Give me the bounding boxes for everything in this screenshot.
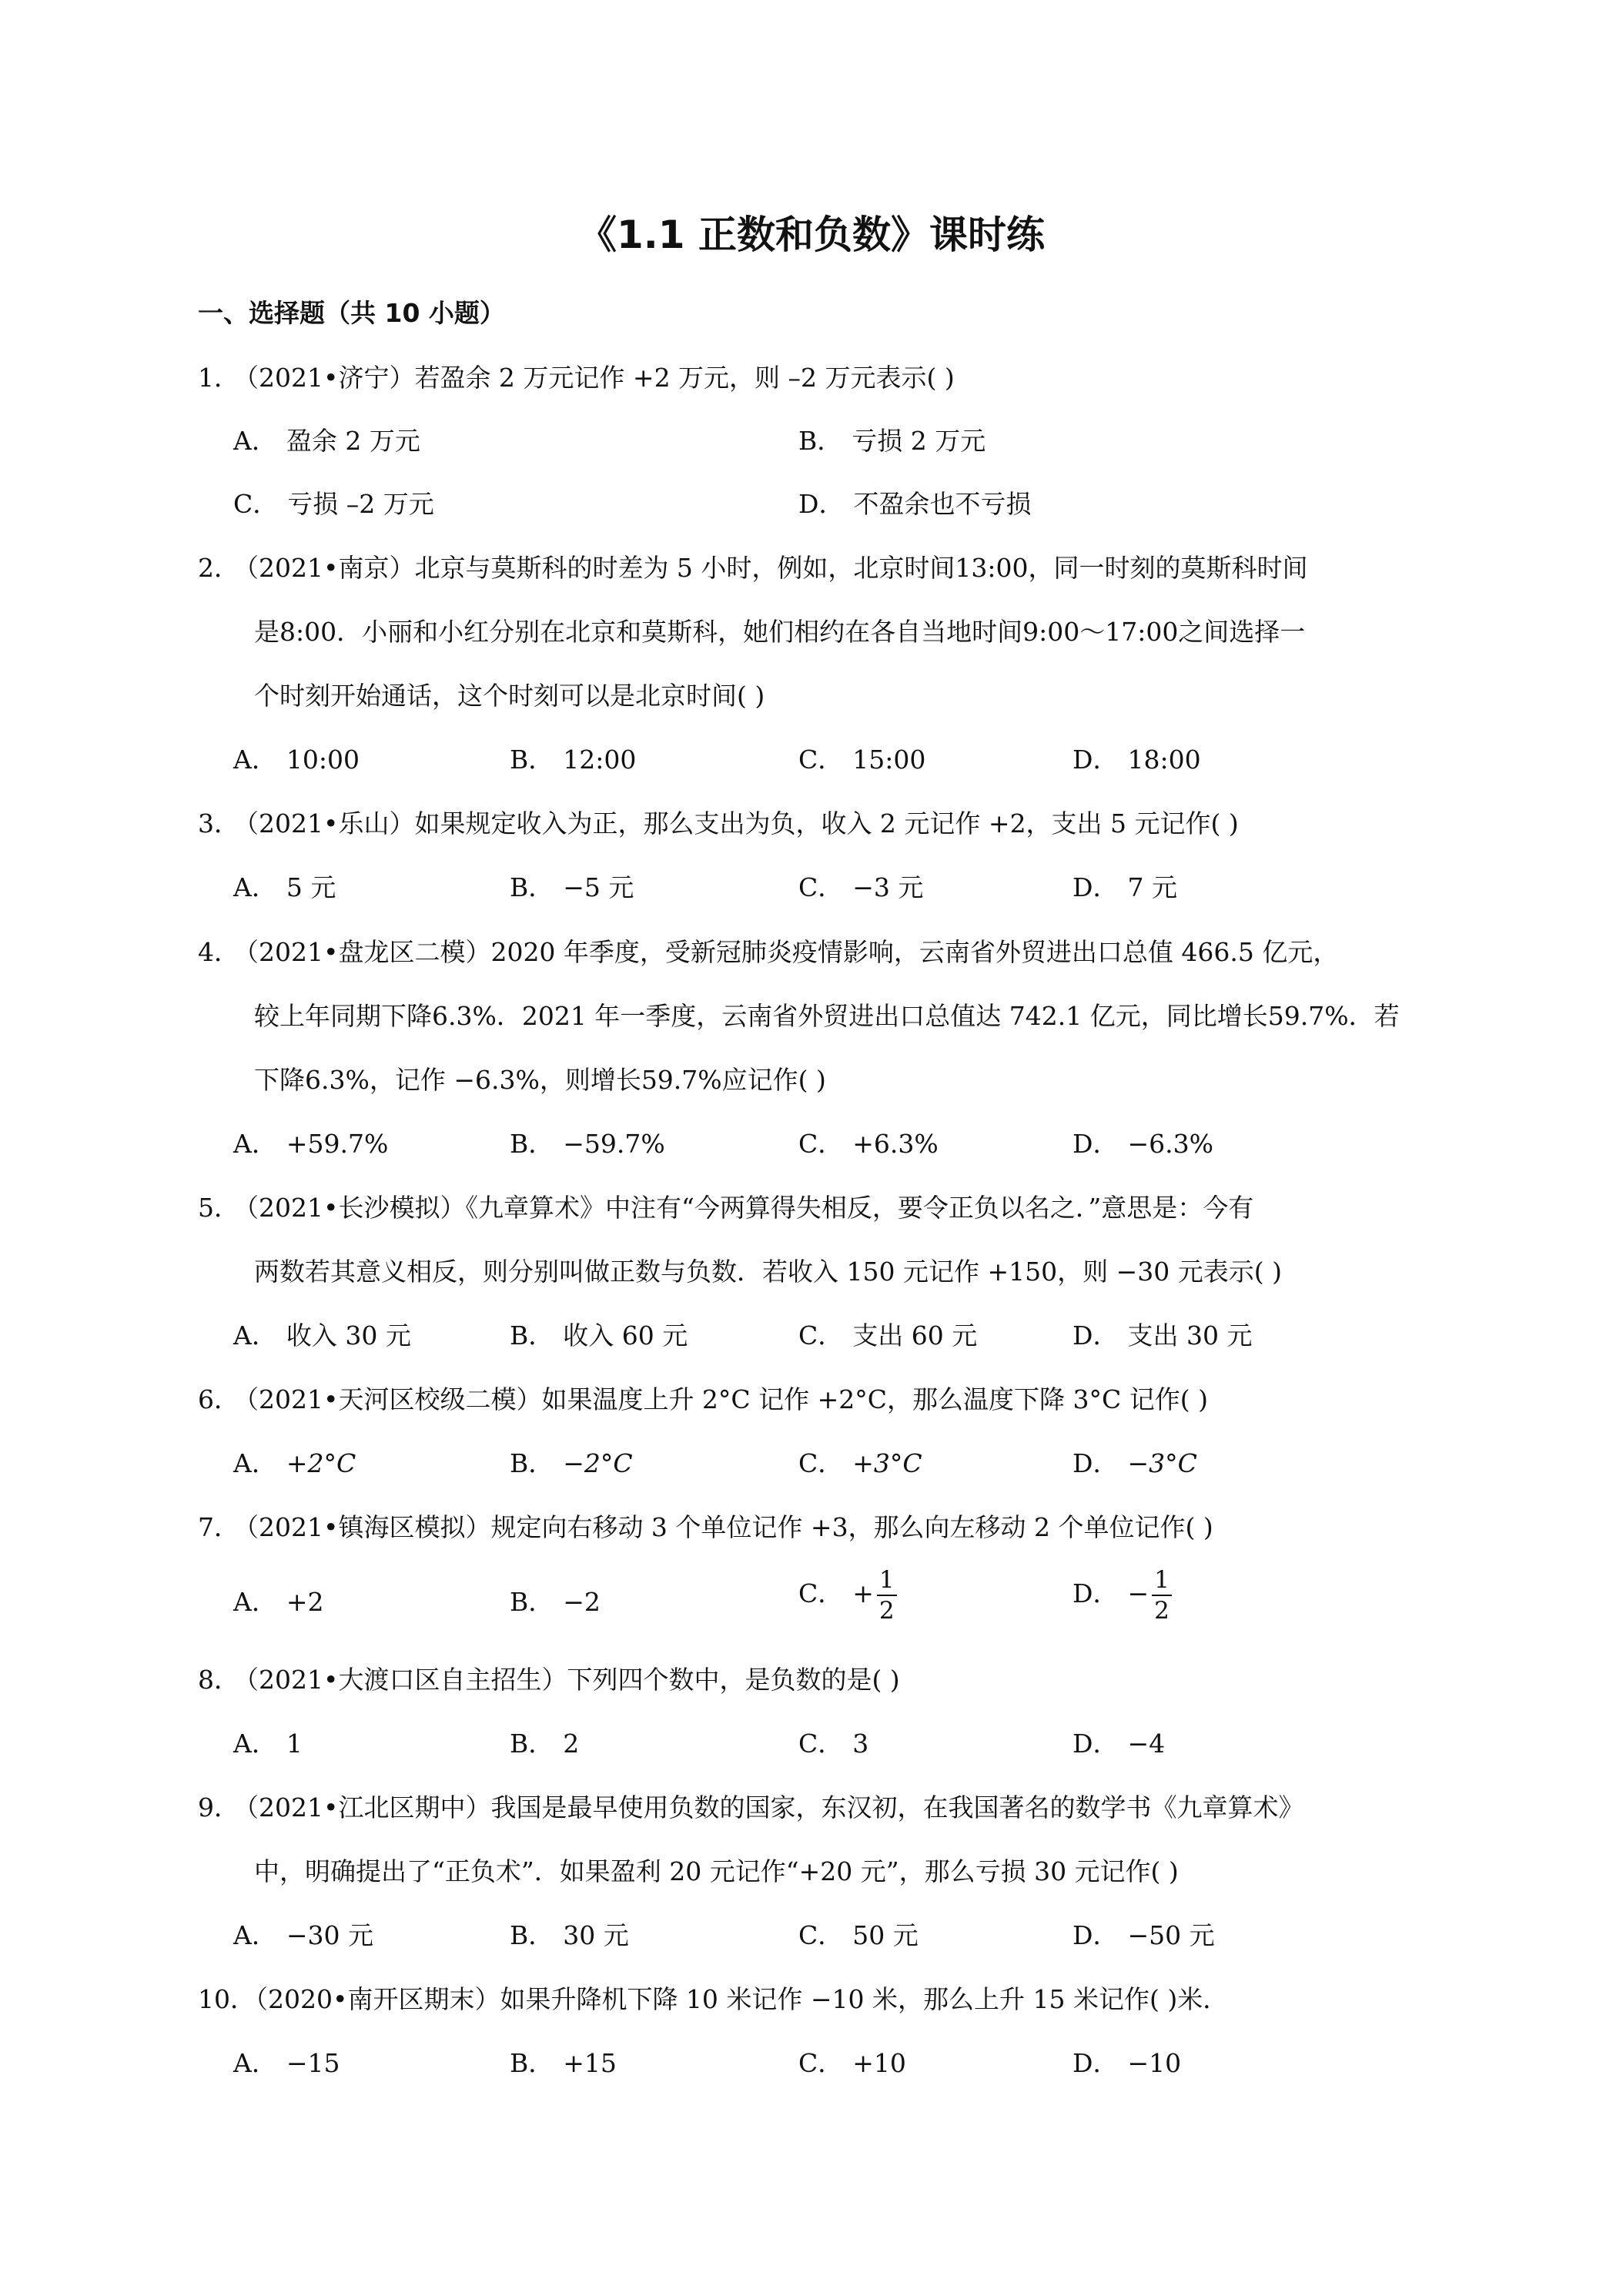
option-label: D． <box>1073 872 1119 902</box>
option-label: C． <box>233 489 279 519</box>
option-label: A． <box>233 426 277 456</box>
option-label: A． <box>233 1320 277 1350</box>
option-b <box>510 1725 579 1763</box>
fraction-denominator: 2 <box>878 1597 895 1625</box>
option-text: +3°C <box>852 1448 922 1478</box>
question-text: 个时刻开始通话，这个时刻可以是北京时间( ) <box>254 681 765 711</box>
option-b <box>798 422 986 460</box>
option-text: +59.7% <box>286 1129 389 1159</box>
option-label: B． <box>510 1587 554 1617</box>
option-label: A． <box>233 1587 277 1617</box>
option-label: D． <box>798 489 845 519</box>
option-label: C． <box>798 745 844 775</box>
fraction-numerator: 1 <box>877 1565 897 1596</box>
option-text: 30 元 <box>563 1920 629 1950</box>
option-label: C． <box>798 1448 844 1478</box>
option-a <box>233 422 420 460</box>
option-text: 3 <box>852 1729 869 1759</box>
option-d <box>1073 1444 1197 1483</box>
option-a <box>233 1916 373 1955</box>
option-b <box>510 1444 633 1483</box>
option-text: 1 <box>286 1729 303 1759</box>
option-b <box>510 1317 688 1355</box>
option-text: −15 <box>286 2048 340 2078</box>
option-label: D． <box>1073 1129 1119 1159</box>
option-label: B． <box>510 872 554 902</box>
option-text: 收入 60 元 <box>563 1320 688 1350</box>
option-text: −3°C <box>1127 1448 1197 1478</box>
option-text: −6.3% <box>1127 1129 1213 1159</box>
question-text: （2021•大渡口区自主招生）下列四个数中，是负数的是( ) <box>233 1665 900 1695</box>
option-label: C． <box>798 1129 844 1159</box>
option-label: B． <box>510 1729 554 1759</box>
option-text: +6.3% <box>852 1129 939 1159</box>
option-a <box>233 1317 411 1355</box>
option-a <box>233 741 360 779</box>
option-label: A． <box>233 1729 277 1759</box>
option-label: C． <box>798 872 844 902</box>
option-label: B． <box>510 1129 554 1159</box>
question-number: 8． <box>198 1665 239 1695</box>
option-text: 亏损 –2 万元 <box>287 489 434 519</box>
option-text: 15:00 <box>852 745 926 775</box>
question-text: （2021•长沙模拟）《九章算术》中注有“今两算得失相反，要令正负以名之．”意思是：今有 <box>233 1193 1254 1223</box>
question-text: 较上年同期下降6.3%．2021 年一季度，云南省外贸进出口总值达 742.1 亿元，同比增长59.7%．若 <box>254 1001 1400 1031</box>
option-d <box>1073 741 1201 779</box>
option-text: −30 元 <box>286 1920 373 1950</box>
question-number: 1． <box>198 363 239 393</box>
option-text: − <box>1127 1578 1149 1608</box>
option-c <box>798 741 925 779</box>
question-text: （2021•乐山）如果规定收入为正，那么支出为负，收入 2 元记作 +2，支出 5 元记作( ) <box>233 808 1239 838</box>
option-d <box>1073 2044 1181 2083</box>
option-label: B． <box>510 1920 554 1950</box>
option-text: 收入 30 元 <box>286 1320 411 1350</box>
option-c <box>798 1444 922 1483</box>
question-number: 7． <box>198 1512 239 1542</box>
option-a <box>233 869 336 907</box>
option-text: 支出 30 元 <box>1127 1320 1253 1350</box>
option-a <box>233 1725 303 1763</box>
option-text: +15 <box>563 2048 617 2078</box>
question-number: 6． <box>198 1384 239 1414</box>
option-label: D． <box>1073 1729 1119 1759</box>
section-heading: 一、选择题（共 10 小题） <box>198 298 505 328</box>
question-number: 9． <box>198 1792 239 1822</box>
option-d <box>1073 1317 1252 1355</box>
option-b <box>510 1916 629 1955</box>
option-c <box>798 1916 919 1955</box>
question-number: 5． <box>198 1193 239 1223</box>
option-d <box>1073 1565 1172 1625</box>
option-text: 50 元 <box>852 1920 919 1950</box>
option-label: D． <box>1073 1320 1119 1350</box>
option-a <box>233 1583 324 1622</box>
question-text: （2021•江北区期中）我国是最早使用负数的国家，东汉初，在我国著名的数学书《九章算术》 <box>233 1792 1304 1822</box>
option-c <box>798 1317 977 1355</box>
question-text: （2021•天河区校级二模）如果温度上升 2°C 记作 +2°C，那么温度下降 3°C 记作( ) <box>233 1384 1209 1414</box>
option-a <box>233 1125 388 1163</box>
option-text: −3 元 <box>852 872 924 902</box>
option-text: −5 元 <box>563 872 634 902</box>
option-text: −59.7% <box>563 1129 665 1159</box>
option-text: +2°C <box>286 1448 356 1478</box>
option-text: −2°C <box>563 1448 633 1478</box>
option-text: 支出 60 元 <box>852 1320 978 1350</box>
option-text: −4 <box>1127 1729 1166 1759</box>
option-d <box>798 485 1031 524</box>
option-text: −10 <box>1127 2048 1182 2078</box>
question-text: （2021•南京）北京与莫斯科的时差为 5 小时，例如，北京时间13:00，同一时刻的莫斯科时间 <box>233 553 1308 583</box>
option-label: B． <box>510 745 554 775</box>
option-text: +2 <box>286 1587 324 1617</box>
question-number: 4． <box>198 937 239 967</box>
option-c <box>798 2044 906 2083</box>
option-label: B． <box>510 1320 554 1350</box>
option-b <box>510 869 634 907</box>
option-label: A． <box>233 1448 277 1478</box>
option-label: D． <box>1073 2048 1119 2078</box>
option-label: C． <box>798 1729 844 1759</box>
option-c <box>798 1725 868 1763</box>
option-text: 18:00 <box>1127 745 1201 775</box>
fraction <box>877 1565 897 1625</box>
option-label: A． <box>233 745 277 775</box>
fraction <box>1152 1565 1172 1625</box>
option-text: 7 元 <box>1127 872 1177 902</box>
option-label: C． <box>798 1320 844 1350</box>
option-b <box>510 741 636 779</box>
option-text: 5 元 <box>286 872 336 902</box>
option-label: B． <box>798 426 843 456</box>
fraction-numerator: 1 <box>1152 1565 1172 1596</box>
option-label: D． <box>1073 1920 1119 1950</box>
question-text: （2021•镇海区模拟）规定向右移动 3 个单位记作 +3，那么向左移动 2 个单位记作( ) <box>233 1512 1213 1542</box>
option-b <box>510 1583 601 1622</box>
question-text: （2020•南开区期末）如果升降机下降 10 米记作 −10 米，那么上升 15 米记作( )米． <box>243 1984 1229 2014</box>
option-label: C． <box>798 1578 844 1608</box>
question-text: 是8:00．小丽和小红分别在北京和莫斯科，她们相约在各自当地时间9:00～17:00之间选择一 <box>254 617 1306 647</box>
option-label: B． <box>510 1448 554 1478</box>
fraction-denominator: 2 <box>1154 1597 1170 1625</box>
option-text: 2 <box>563 1729 580 1759</box>
option-text: 10:00 <box>286 745 360 775</box>
option-text: −50 元 <box>1127 1920 1215 1950</box>
page-title: 《1.1 正数和负数》课时练 <box>578 213 1045 257</box>
option-label: A． <box>233 1129 277 1159</box>
option-label: C． <box>798 2048 844 2078</box>
option-b <box>510 1125 665 1163</box>
option-c <box>798 1125 939 1163</box>
option-d <box>1073 1725 1165 1763</box>
option-label: D． <box>1073 1578 1119 1608</box>
option-text: + <box>852 1578 874 1608</box>
question-text: 中，明确提出了“正负术”．如果盈利 20 元记作“+20 元”，那么亏损 30 元记作( ) <box>254 1856 1179 1886</box>
option-a <box>233 1444 356 1483</box>
question-text: 两数若其意义相反，则分别叫做正数与负数．若收入 150 元记作 +150，则 −30 元表示( ) <box>254 1257 1282 1287</box>
question-number: 10． <box>198 1984 256 2014</box>
question-text: （2021•济宁）若盈余 2 万元记作 +2 万元，则 –2 万元表示( ) <box>233 363 955 393</box>
option-c <box>233 485 434 524</box>
option-c <box>798 1565 897 1625</box>
option-label: C． <box>798 1920 844 1950</box>
option-d <box>1073 1916 1215 1955</box>
option-text: 盈余 2 万元 <box>286 426 420 456</box>
option-b <box>510 2044 617 2083</box>
option-a <box>233 2044 340 2083</box>
option-label: D． <box>1073 745 1119 775</box>
option-text: 亏损 2 万元 <box>852 426 986 456</box>
option-text: 12:00 <box>563 745 637 775</box>
option-label: A． <box>233 1920 277 1950</box>
option-label: B． <box>510 2048 554 2078</box>
option-label: A． <box>233 872 277 902</box>
option-c <box>798 869 923 907</box>
question-number: 2． <box>198 553 239 583</box>
question-number: 3． <box>198 808 239 838</box>
option-text: −2 <box>563 1587 601 1617</box>
option-text: +10 <box>852 2048 906 2078</box>
option-d <box>1073 1125 1213 1163</box>
option-d <box>1073 869 1177 907</box>
question-text: （2021•盘龙区二模）2020 年季度，受新冠肺炎疫情影响，云南省外贸进出口总值 466.5 亿元， <box>233 937 1339 967</box>
option-label: D． <box>1073 1448 1119 1478</box>
question-text: 下降6.3%，记作 −6.3%，则增长59.7%应记作( ) <box>254 1065 826 1095</box>
option-label: A． <box>233 2048 277 2078</box>
option-text: 不盈余也不亏损 <box>853 489 1032 519</box>
